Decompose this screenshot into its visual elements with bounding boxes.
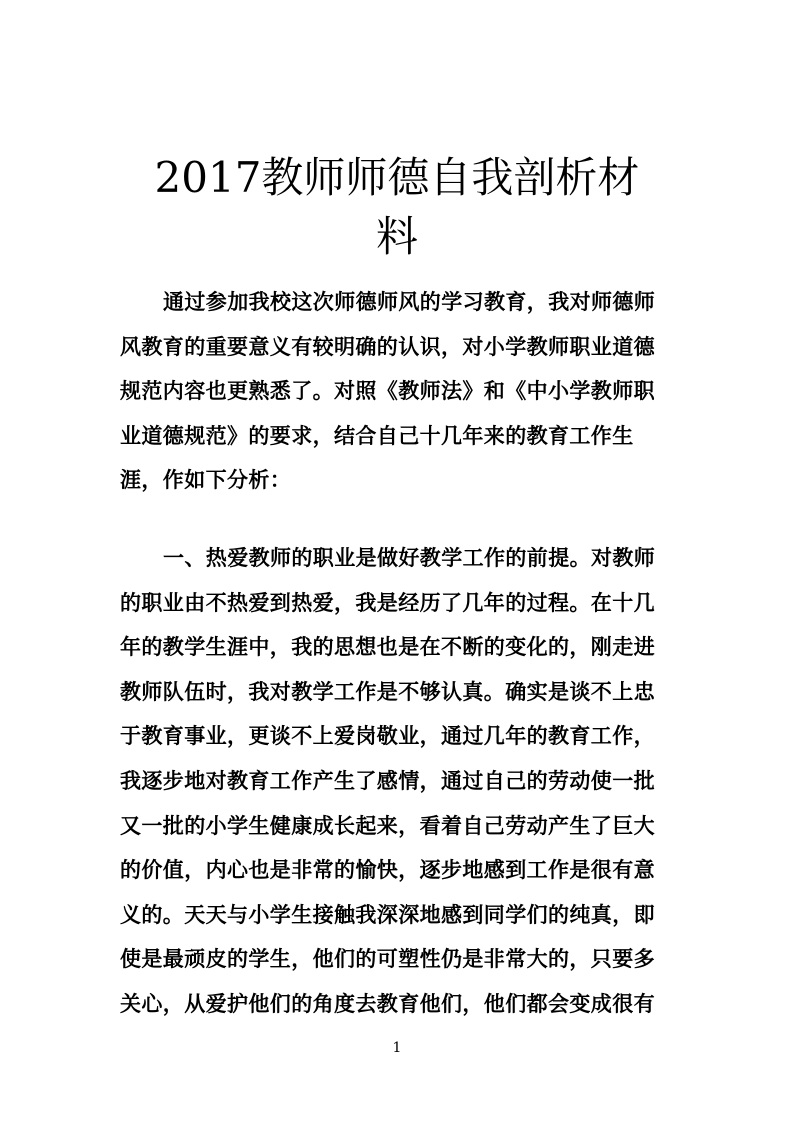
text-line: 关心，从爱护他们的角度去教育他们，他们都会变成很有 xyxy=(120,990,655,1016)
text-line: 又一批的小学生健康成长起来，看着自己劳动产生了巨大 xyxy=(120,812,655,838)
text-line: 我逐步地对教育工作产生了感情，通过自己的劳动使一批 xyxy=(120,767,655,793)
text-line: 涯，作如下分析： xyxy=(120,467,292,493)
text-line: 教师队伍时，我对教学工作是不够认真。确实是谈不上忠 xyxy=(120,678,655,704)
paragraph-section-one xyxy=(120,536,660,1027)
text-line: 于教育事业，更谈不上爱岗敬业，通过几年的教育工作， xyxy=(120,723,655,749)
text-line: 的职业由不热爱到热爱，我是经历了几年的过程。在十几 xyxy=(120,589,655,615)
page-number: 1 xyxy=(392,1040,402,1056)
text-line: 风教育的重要意义有较明确的认识，对小学教师职业道德 xyxy=(120,333,655,359)
document-title-line-1: 2017教师师德自我剖析材 xyxy=(154,153,640,202)
text-line: 年的教学生涯中，我的思想也是在不断的变化的，刚走进 xyxy=(120,634,655,660)
text-line: 义的。天天与小学生接触我深深地感到同学们的纯真，即 xyxy=(120,901,655,927)
text-line: 业道德规范》的要求，结合自己十几年来的教育工作生 xyxy=(120,422,634,448)
paragraph-intro xyxy=(120,280,660,503)
text-line: 的价值，内心也是非常的愉快，逐步地感到工作是很有意 xyxy=(120,857,655,883)
text-line: 规范内容也更熟悉了。对照《教师法》和《中小学教师职 xyxy=(120,378,655,404)
text-line: 通过参加我校这次师德师风的学习教育，我对师德师 xyxy=(163,289,656,314)
document-title-line-2: 料 xyxy=(375,212,418,261)
text-line: 一、热爱教师的职业是做好教学工作的前提。对教师 xyxy=(163,545,656,570)
text-line: 使是最顽皮的学生，他们的可塑性仍是非常大的，只要多 xyxy=(120,946,655,972)
